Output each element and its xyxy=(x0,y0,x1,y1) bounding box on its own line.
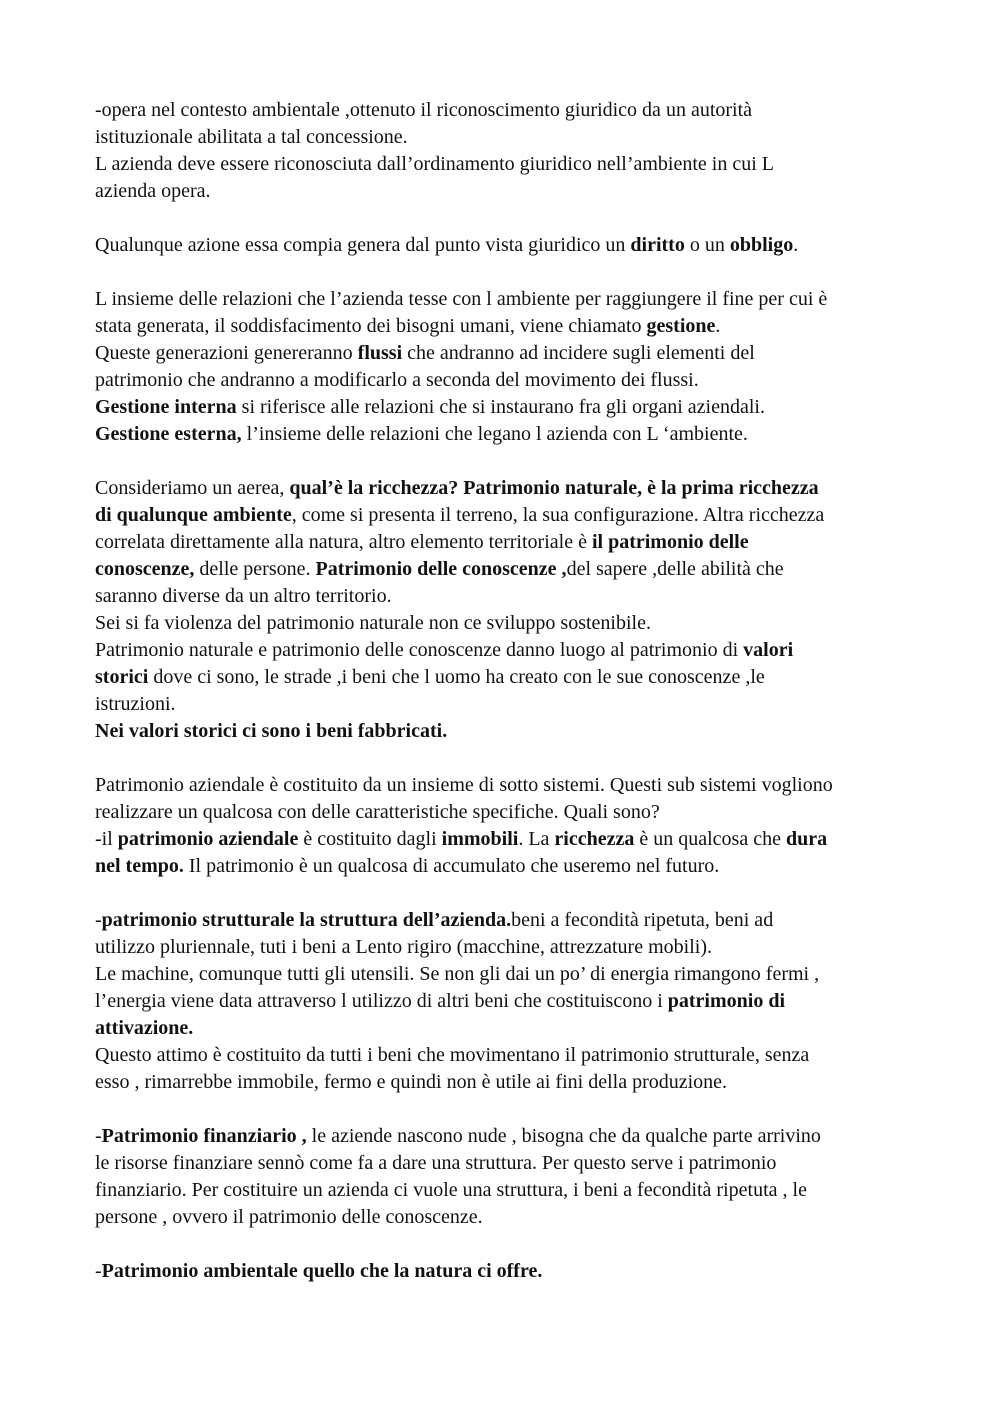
text-run: patrimonio che andranno a modificarlo a seconda del movimento dei flussi. xyxy=(95,369,699,391)
text-run: che andranno ad incidere sugli elementi del xyxy=(402,342,755,364)
text-line xyxy=(95,1123,910,1150)
bold-text: conoscenze, xyxy=(95,558,195,580)
paragraph-gap xyxy=(95,448,910,475)
text-run: utilizzo pluriennale, tuti i beni a Lento rigiro (macchine, attrezzature mobili). xyxy=(95,936,712,958)
text-run: L insieme delle relazioni che l’azienda tesse con l ambiente per raggiungere il fine per cui è xyxy=(95,288,828,310)
text-run: è costituito dagli xyxy=(298,828,442,850)
text-run: - xyxy=(95,1125,102,1147)
paragraph-gap xyxy=(95,745,910,772)
text-run: l’insieme delle relazioni che legano l azienda con L ‘ambiente. xyxy=(241,423,748,445)
text-line xyxy=(95,826,910,853)
text-run: persone , ovvero il patrimonio delle conoscenze. xyxy=(95,1206,483,1228)
text-run: Qualunque azione essa compia genera dal punto vista giuridico un xyxy=(95,234,631,256)
text-line xyxy=(95,286,910,313)
text-line xyxy=(95,934,910,961)
text-line xyxy=(95,178,910,205)
paragraph xyxy=(95,475,910,745)
text-line xyxy=(95,421,910,448)
text-line xyxy=(95,529,910,556)
paragraph-gap xyxy=(95,259,910,286)
text-run: istituzionale abilitata a tal concessione. xyxy=(95,126,408,148)
text-run: stata generata, il soddisfacimento dei bisogni umani, viene chiamato xyxy=(95,315,647,337)
bold-text: il patrimonio delle xyxy=(591,531,749,553)
text-run: Questo attimo è costituito da tutti i beni che movimentano il patrimonio strutturale, senza xyxy=(95,1044,810,1066)
bold-text: flussi xyxy=(357,342,403,364)
bold-text: patrimonio aziendale xyxy=(117,828,299,850)
text-run: -il xyxy=(95,828,118,850)
paragraph xyxy=(95,772,910,880)
text-run: Patrimonio naturale e patrimonio delle conoscenze danno luogo al patrimonio di xyxy=(95,639,744,661)
bold-text: Patrimonio delle conoscenze , xyxy=(315,558,567,580)
paragraph xyxy=(95,1258,910,1285)
bold-text: qual’è la ricchezza? Patrimonio naturale, è la prima ricchezza xyxy=(289,477,819,499)
text-run: Queste generazioni genereranno xyxy=(95,342,358,364)
bold-text: immobili xyxy=(441,828,519,850)
text-run: Consideriamo un aerea, xyxy=(95,477,290,499)
text-line xyxy=(95,556,910,583)
bold-text: storici xyxy=(95,666,149,688)
text-line xyxy=(95,475,910,502)
text-run: . xyxy=(793,234,799,256)
text-run: , come si presenta il terreno, la sua configurazione. Altra ricchezza xyxy=(291,504,825,526)
text-run: . xyxy=(715,315,721,337)
text-run: correlata direttamente alla natura, altro elemento territoriale è xyxy=(95,531,592,553)
paragraph xyxy=(95,232,910,259)
bold-text: diritto xyxy=(630,234,685,256)
text-run: Patrimonio aziendale è costituito da un insieme di sotto sistemi. Questi sub sistemi vogliono xyxy=(95,774,833,796)
text-line xyxy=(95,583,910,610)
text-line xyxy=(95,97,910,124)
text-line xyxy=(95,691,910,718)
text-line xyxy=(95,340,910,367)
text-line xyxy=(95,1258,910,1285)
bold-text: nel tempo. xyxy=(95,855,184,877)
paragraph xyxy=(95,97,910,205)
bold-text: di qualunque ambiente xyxy=(95,504,292,526)
text-run: Le machine, comunque tutti gli utensili. Se non gli dai un po’ di energia rimangono fermi , xyxy=(95,963,820,985)
text-run: . La xyxy=(518,828,555,850)
bold-text: ricchezza xyxy=(554,828,635,850)
paragraph-gap xyxy=(95,205,910,232)
bold-text: patrimonio di xyxy=(667,990,786,1012)
text-line xyxy=(95,232,910,259)
text-line xyxy=(95,313,910,340)
text-line xyxy=(95,502,910,529)
text-run: L azienda deve essere riconosciuta dall’ordinamento giuridico nell’ambiente in cui L xyxy=(95,153,774,175)
text-line xyxy=(95,1204,910,1231)
paragraph xyxy=(95,286,910,448)
bold-text: Nei valori storici ci sono i beni fabbricati. xyxy=(95,720,448,742)
text-line xyxy=(95,610,910,637)
text-line xyxy=(95,367,910,394)
text-run: azienda opera. xyxy=(95,180,211,202)
text-run: finanziario. Per costituire un azienda ci vuole una struttura, i beni a fecondità ripetuta , le xyxy=(95,1179,807,1201)
text-run: o un xyxy=(684,234,730,256)
paragraph xyxy=(95,907,910,1096)
text-line xyxy=(95,1177,910,1204)
text-run: è un qualcosa che xyxy=(634,828,786,850)
text-line xyxy=(95,988,910,1015)
text-line xyxy=(95,1015,910,1042)
text-line xyxy=(95,1042,910,1069)
bold-text: Patrimonio ambientale quello che la natura ci offre. xyxy=(101,1260,543,1282)
text-line xyxy=(95,1069,910,1096)
text-line xyxy=(95,853,910,880)
bold-text: Patrimonio finanziario , xyxy=(101,1125,307,1147)
text-line xyxy=(95,961,910,988)
bold-text: dura xyxy=(785,828,828,850)
text-line xyxy=(95,394,910,421)
text-run: saranno diverse da un altro territorio. xyxy=(95,585,392,607)
document-page xyxy=(95,97,910,1285)
text-run: le risorse finanziare sennò come fa a dare una struttura. Per questo serve i patrimonio xyxy=(95,1152,777,1174)
text-run: realizzare un qualcosa con delle caratteristiche specifiche. Quali sono? xyxy=(95,801,660,823)
text-run: delle persone. xyxy=(194,558,316,580)
paragraph-gap xyxy=(95,1231,910,1258)
text-line xyxy=(95,907,910,934)
text-run: - xyxy=(95,909,102,931)
bold-text: valori xyxy=(743,639,794,661)
text-run: -opera nel contesto ambientale ,ottenuto il riconoscimento giuridico da un autorità xyxy=(95,99,753,121)
text-line xyxy=(95,799,910,826)
text-run: Sei si fa violenza del patrimonio naturale non ce sviluppo sostenibile. xyxy=(95,612,651,634)
bold-text: Gestione interna xyxy=(95,396,237,418)
text-line xyxy=(95,151,910,178)
bold-text: patrimonio strutturale la struttura dell’azienda. xyxy=(101,909,512,931)
text-line xyxy=(95,1150,910,1177)
paragraph xyxy=(95,1123,910,1231)
text-run: Il patrimonio è un qualcosa di accumulato che useremo nel futuro. xyxy=(183,855,720,877)
paragraph-gap xyxy=(95,1096,910,1123)
text-line xyxy=(95,664,910,691)
bold-text: Gestione esterna, xyxy=(95,423,242,445)
text-run: si riferisce alle relazioni che si instaurano fra gli organi aziendali. xyxy=(236,396,765,418)
text-run: - xyxy=(95,1260,102,1282)
text-line xyxy=(95,772,910,799)
text-run: del sapere ,delle abilità che xyxy=(566,558,784,580)
text-run: dove ci sono, le strade ,i beni che l uomo ha creato con le sue conoscenze ,le xyxy=(148,666,765,688)
bold-text: obbligo xyxy=(729,234,794,256)
bold-text: attivazione. xyxy=(95,1017,194,1039)
text-run: l’energia viene data attraverso l utilizzo di altri beni che costituiscono i xyxy=(95,990,668,1012)
paragraph-gap xyxy=(95,880,910,907)
bold-text: gestione xyxy=(646,315,716,337)
text-line xyxy=(95,124,910,151)
text-line xyxy=(95,637,910,664)
text-line xyxy=(95,718,910,745)
text-run: esso , rimarrebbe immobile, fermo e quindi non è utile ai fini della produzione. xyxy=(95,1071,728,1093)
text-run: beni a fecondità ripetuta, beni ad xyxy=(511,909,774,931)
text-run: le aziende nascono nude , bisogna che da qualche parte arrivino xyxy=(306,1125,821,1147)
text-run: istruzioni. xyxy=(95,693,176,715)
